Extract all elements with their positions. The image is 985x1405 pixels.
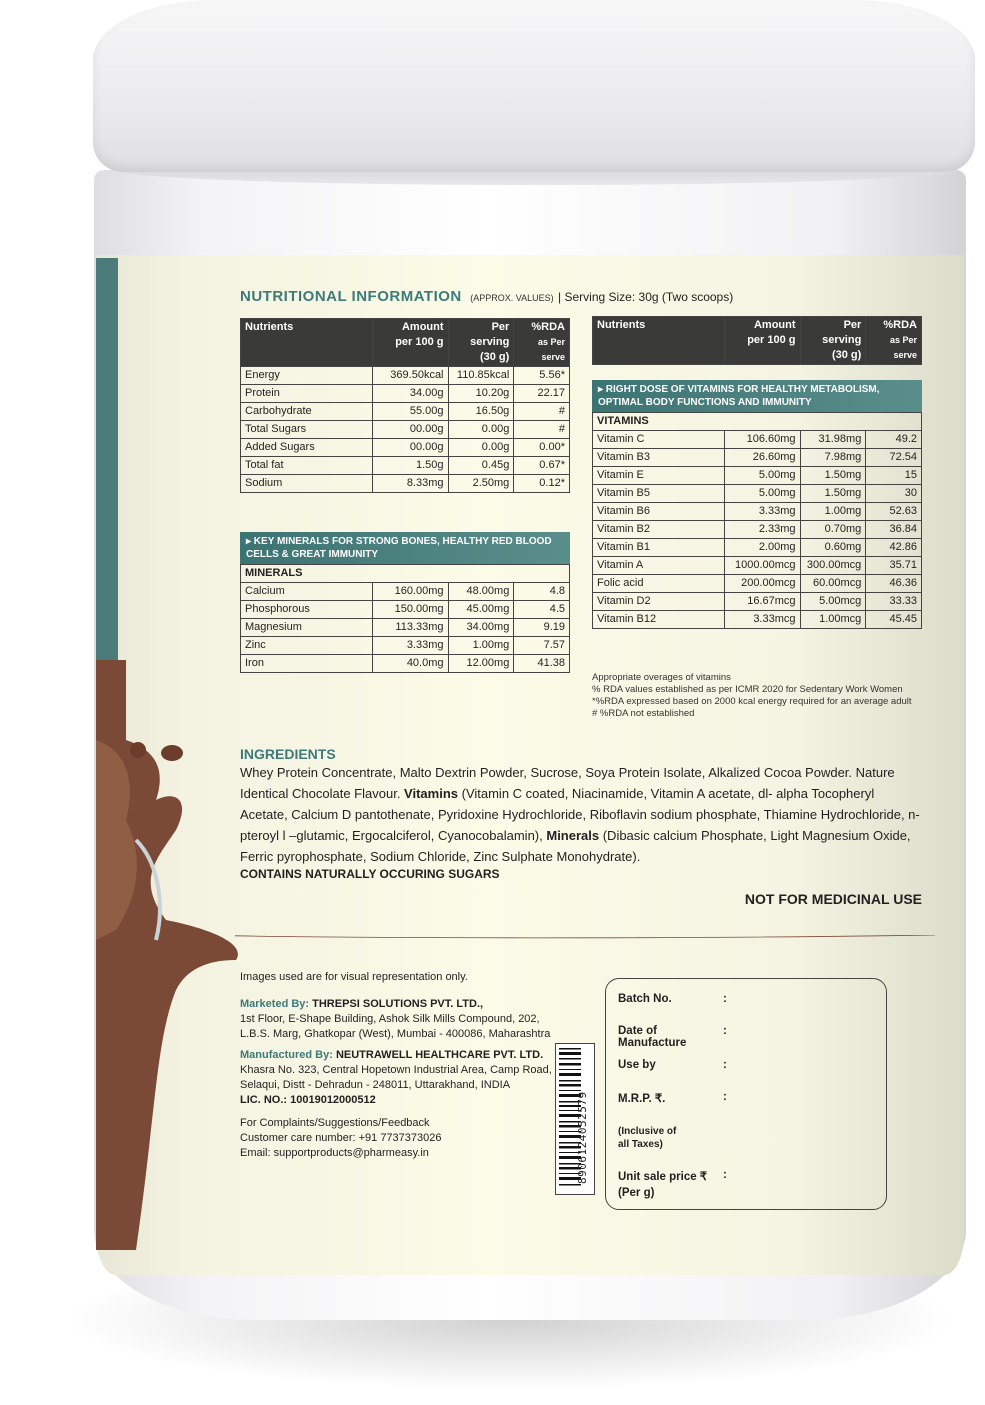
cell-rda: 9.19 xyxy=(514,619,570,637)
nutrition-heading xyxy=(240,288,930,306)
contains-sugars-note: CONTAINS NATURALLY OCCURING SUGARS xyxy=(240,867,500,881)
cell-name: Total fat xyxy=(241,457,373,475)
marketed-address: 1st Floor, E-Shape Building, Ashok Silk Mills Compound, 202, L.B.S. Marg, Ghatkopar (West), Mumbai - 400086, Maharashtra xyxy=(240,1013,551,1040)
table-row xyxy=(241,601,570,619)
cell-per100: 160.00mg xyxy=(372,583,448,601)
table-row xyxy=(593,485,922,503)
cell-name: Vitamin B6 xyxy=(593,503,725,521)
cell-name: Vitamin B5 xyxy=(593,485,725,503)
manufactured-by: Manufactured By: NEUTRAWELL HEALTHCARE PVT. LTD. xyxy=(240,1049,544,1061)
table-row xyxy=(241,367,570,385)
company-info xyxy=(240,970,560,1161)
cell-serving: 1.00mcg xyxy=(800,611,866,629)
cell-per100: 3.33mg xyxy=(372,637,448,655)
serving-size: | Serving Size: 30g (Two scoops) xyxy=(558,290,734,304)
cell-per100: 2.33mg xyxy=(724,521,800,539)
cell-rda: # xyxy=(514,403,570,421)
cell-rda: 45.45 xyxy=(866,611,922,629)
nutrition-title: NUTRITIONAL INFORMATION xyxy=(240,288,462,305)
table-row xyxy=(593,593,922,611)
cell-per100: 200.00mcg xyxy=(724,575,800,593)
cell-serving: 10.20g xyxy=(448,385,514,403)
cell-serving: 0.70mg xyxy=(800,521,866,539)
use-by-row: Use by : xyxy=(618,1059,727,1071)
cell-rda: 46.36 xyxy=(866,575,922,593)
mrp-row: M.R.P. ₹. : xyxy=(618,1091,727,1105)
header-amount: Amount per 100 g xyxy=(724,317,800,365)
inclusive-taxes-note: (Inclusive of all Taxes) xyxy=(618,1126,677,1150)
license-number: LIC. NO.: 10019012000512 xyxy=(240,1094,376,1106)
cell-serving: 60.00mcg xyxy=(800,575,866,593)
label-content xyxy=(240,288,930,1199)
cell-name: Vitamin E xyxy=(593,467,725,485)
batch-no-row: Batch No. : xyxy=(618,993,727,1005)
cell-per100: 1.50g xyxy=(372,457,448,475)
table-row xyxy=(241,385,570,403)
cell-per100: 2.00mg xyxy=(724,539,800,557)
table-row xyxy=(241,637,570,655)
cell-per100: 00.00g xyxy=(372,421,448,439)
footnote: % RDA values established as per ICMR 2020 for Sedentary Work Women xyxy=(592,684,903,695)
ingredients-text: Whey Protein Concentrate, Malto Dextrin Powder, Sucrose, Soya Protein Isolate, Alkalized Cocoa Powder. Nature Identical Chocolate Flavour. Vitamins (Vitamin C coated, Niacinamide, Vitamin A acetate, dl- alpha Tocopheryl Acetate, Calcium D pantothenate, Pyridoxine Hydrochloride, Riboflavin sodium phosphate, Thiamine Hydrochloride, n-pteroyl l –glutamic, Ergocalciferol, Cyanocobalamin), Minerals (Dibasic calcium Phosphate, Light Magnesium Oxide, Ferric pyrophosphate, Sodium Chloride, Zinc Sulphate Monohydrate). xyxy=(240,765,920,864)
table-header-row xyxy=(593,317,922,365)
ingredients-title: INGREDIENTS xyxy=(240,746,336,762)
mfg-date-row: Date of Manufacture : xyxy=(618,1025,727,1049)
table-row xyxy=(241,655,570,673)
footnote: Appropriate overages of vitamins xyxy=(592,672,731,683)
header-nutrients: Nutrients xyxy=(593,317,725,365)
cell-name: Iron xyxy=(241,655,373,673)
cell-name: Carbohydrate xyxy=(241,403,373,421)
cell-rda: 42.86 xyxy=(866,539,922,557)
chocolate-splash-illustration xyxy=(96,660,246,1250)
table-row xyxy=(241,421,570,439)
cell-rda: 52.63 xyxy=(866,503,922,521)
vitamins-section xyxy=(592,380,922,629)
cell-serving: 5.00mcg xyxy=(800,593,866,611)
cell-per100: 106.60mg xyxy=(724,431,800,449)
cell-name: Sodium xyxy=(241,475,373,493)
cell-serving: 7.98mg xyxy=(800,449,866,467)
table-header-row xyxy=(241,319,570,367)
cell-per100: 3.33mcg xyxy=(724,611,800,629)
teal-stripe xyxy=(96,258,118,678)
cell-rda: 0.67* xyxy=(514,457,570,475)
cell-serving: 45.00mg xyxy=(448,601,514,619)
cell-serving: 0.45g xyxy=(448,457,514,475)
cell-name: Total Sugars xyxy=(241,421,373,439)
cell-rda: 22.17 xyxy=(514,385,570,403)
table-row xyxy=(241,439,570,457)
cell-serving: 34.00mg xyxy=(448,619,514,637)
cell-rda: 36.84 xyxy=(866,521,922,539)
marketed-by: Marketed By: THREPSI SOLUTIONS PVT. LTD., xyxy=(240,998,484,1010)
divider-line xyxy=(235,935,935,939)
minerals-table xyxy=(240,564,570,673)
cell-name: Vitamin B1 xyxy=(593,539,725,557)
complaints-line: For Complaints/Suggestions/Feedback xyxy=(240,1117,430,1129)
manufactured-address: Khasra No. 323, Central Hopetown Industrial Area, Camp Road, Selaqui, Distt - Dehradun - 248011, Uttarakhand, INDIA xyxy=(240,1064,552,1091)
table-row xyxy=(241,583,570,601)
cell-per100: 55.00g xyxy=(372,403,448,421)
not-medicinal-note: NOT FOR MEDICINAL USE xyxy=(744,891,922,907)
table-row xyxy=(593,503,922,521)
cell-rda: 4.5 xyxy=(514,601,570,619)
cell-rda: 15 xyxy=(866,467,922,485)
table-row xyxy=(593,557,922,575)
cell-serving: 16.50g xyxy=(448,403,514,421)
vitamins-table xyxy=(592,412,922,629)
cell-name: Energy xyxy=(241,367,373,385)
header-serving: Per serving (30 g) xyxy=(800,317,866,365)
cell-rda: 49.2 xyxy=(866,431,922,449)
per-g-label: (Per g) xyxy=(618,1187,655,1199)
cell-per100: 40.0mg xyxy=(372,655,448,673)
table-row xyxy=(241,619,570,637)
batch-info-box xyxy=(605,978,887,1210)
cell-per100: 5.00mg xyxy=(724,467,800,485)
cell-name: Vitamin B12 xyxy=(593,611,725,629)
footnote: *%RDA expressed based on 2000 kcal energy required for an average adult xyxy=(592,696,912,707)
cell-serving: 1.00mg xyxy=(448,637,514,655)
cell-rda: 72.54 xyxy=(866,449,922,467)
cell-rda: 0.12* xyxy=(514,475,570,493)
cell-per100: 16.67mcg xyxy=(724,593,800,611)
cell-rda: 4.8 xyxy=(514,583,570,601)
cell-rda: 7.57 xyxy=(514,637,570,655)
cell-name: Zinc xyxy=(241,637,373,655)
cell-per100: 1000.00mcg xyxy=(724,557,800,575)
table-row xyxy=(593,539,922,557)
table-row xyxy=(593,611,922,629)
cell-serving: 48.00mg xyxy=(448,583,514,601)
cell-name: Vitamin A xyxy=(593,557,725,575)
vitamins-banner: ▸ RIGHT DOSE OF VITAMINS FOR HEALTHY METABOLISM, OPTIMAL BODY FUNCTIONS AND IMMUNITY xyxy=(592,380,922,412)
cell-name: Vitamin B3 xyxy=(593,449,725,467)
cell-name: Calcium xyxy=(241,583,373,601)
macros-table xyxy=(240,318,570,493)
cell-name: Added Sugars xyxy=(241,439,373,457)
cell-serving: 110.85kcal xyxy=(448,367,514,385)
table-row xyxy=(593,521,922,539)
customer-care: Customer care number: +91 7737373026 xyxy=(240,1132,442,1144)
table-row xyxy=(593,575,922,593)
cell-rda: # xyxy=(514,421,570,439)
cell-per100: 369.50kcal xyxy=(372,367,448,385)
cell-name: Folic acid xyxy=(593,575,725,593)
cell-per100: 8.33mg xyxy=(372,475,448,493)
cell-per100: 113.33mg xyxy=(372,619,448,637)
cell-name: Vitamin D2 xyxy=(593,593,725,611)
cell-name: Phosphorous xyxy=(241,601,373,619)
header-nutrients: Nutrients xyxy=(241,319,373,367)
table-row xyxy=(241,403,570,421)
cell-serving: 0.00g xyxy=(448,421,514,439)
table-row xyxy=(593,431,922,449)
disclaimer: Images used are for visual representation only. xyxy=(240,971,468,983)
cell-rda: 30 xyxy=(866,485,922,503)
header-rda: %RDA as Per serve xyxy=(866,317,922,365)
header-serving: Per serving (30 g) xyxy=(448,319,514,367)
header-rda: %RDA as Per serve xyxy=(514,319,570,367)
cell-per100: 3.33mg xyxy=(724,503,800,521)
ingredients-section xyxy=(240,746,922,907)
minerals-section xyxy=(240,532,570,673)
cell-per100: 150.00mg xyxy=(372,601,448,619)
support-email: Email: supportproducts@pharmeasy.in xyxy=(240,1147,429,1159)
cell-name: Vitamin C xyxy=(593,431,725,449)
cell-serving: 0.60mg xyxy=(800,539,866,557)
table-row xyxy=(593,467,922,485)
footnote: # %RDA not established xyxy=(592,708,695,719)
table-row xyxy=(593,449,922,467)
cell-serving: 300.00mcg xyxy=(800,557,866,575)
vitamins-header-table xyxy=(592,316,922,365)
cell-name: Vitamin B2 xyxy=(593,521,725,539)
cell-serving: 12.00mg xyxy=(448,655,514,673)
cell-name: Protein xyxy=(241,385,373,403)
cell-per100: 00.00g xyxy=(372,439,448,457)
barcode-number: 8906124052579 xyxy=(576,1091,589,1184)
minerals-group-head: MINERALS xyxy=(241,565,570,583)
cell-rda: 33.33 xyxy=(866,593,922,611)
cell-serving: 1.50mg xyxy=(800,485,866,503)
barcode xyxy=(555,1043,595,1195)
cell-rda: 35.71 xyxy=(866,557,922,575)
cell-rda: 0.00* xyxy=(514,439,570,457)
cell-serving: 2.50mg xyxy=(448,475,514,493)
table-row xyxy=(241,457,570,475)
footnotes xyxy=(592,672,912,720)
header-amount: Amount per 100 g xyxy=(372,319,448,367)
tub-lid xyxy=(93,0,975,172)
vitamins-group-head: VITAMINS xyxy=(593,413,922,431)
cell-per100: 26.60mg xyxy=(724,449,800,467)
cell-serving: 1.50mg xyxy=(800,467,866,485)
table-row xyxy=(241,475,570,493)
unit-price-row: Unit sale price ₹ : xyxy=(618,1169,727,1183)
cell-per100: 34.00g xyxy=(372,385,448,403)
minerals-banner: ▸ KEY MINERALS FOR STRONG BONES, HEALTHY RED BLOOD CELLS & GREAT IMMUNITY xyxy=(240,532,570,564)
cell-serving: 0.00g xyxy=(448,439,514,457)
cell-serving: 1.00mg xyxy=(800,503,866,521)
cell-per100: 5.00mg xyxy=(724,485,800,503)
cell-rda: 5.56* xyxy=(514,367,570,385)
cell-name: Magnesium xyxy=(241,619,373,637)
nutrition-subtitle: (APPROX. VALUES) xyxy=(470,293,554,303)
cell-rda: 41.38 xyxy=(514,655,570,673)
cell-serving: 31.98mg xyxy=(800,431,866,449)
